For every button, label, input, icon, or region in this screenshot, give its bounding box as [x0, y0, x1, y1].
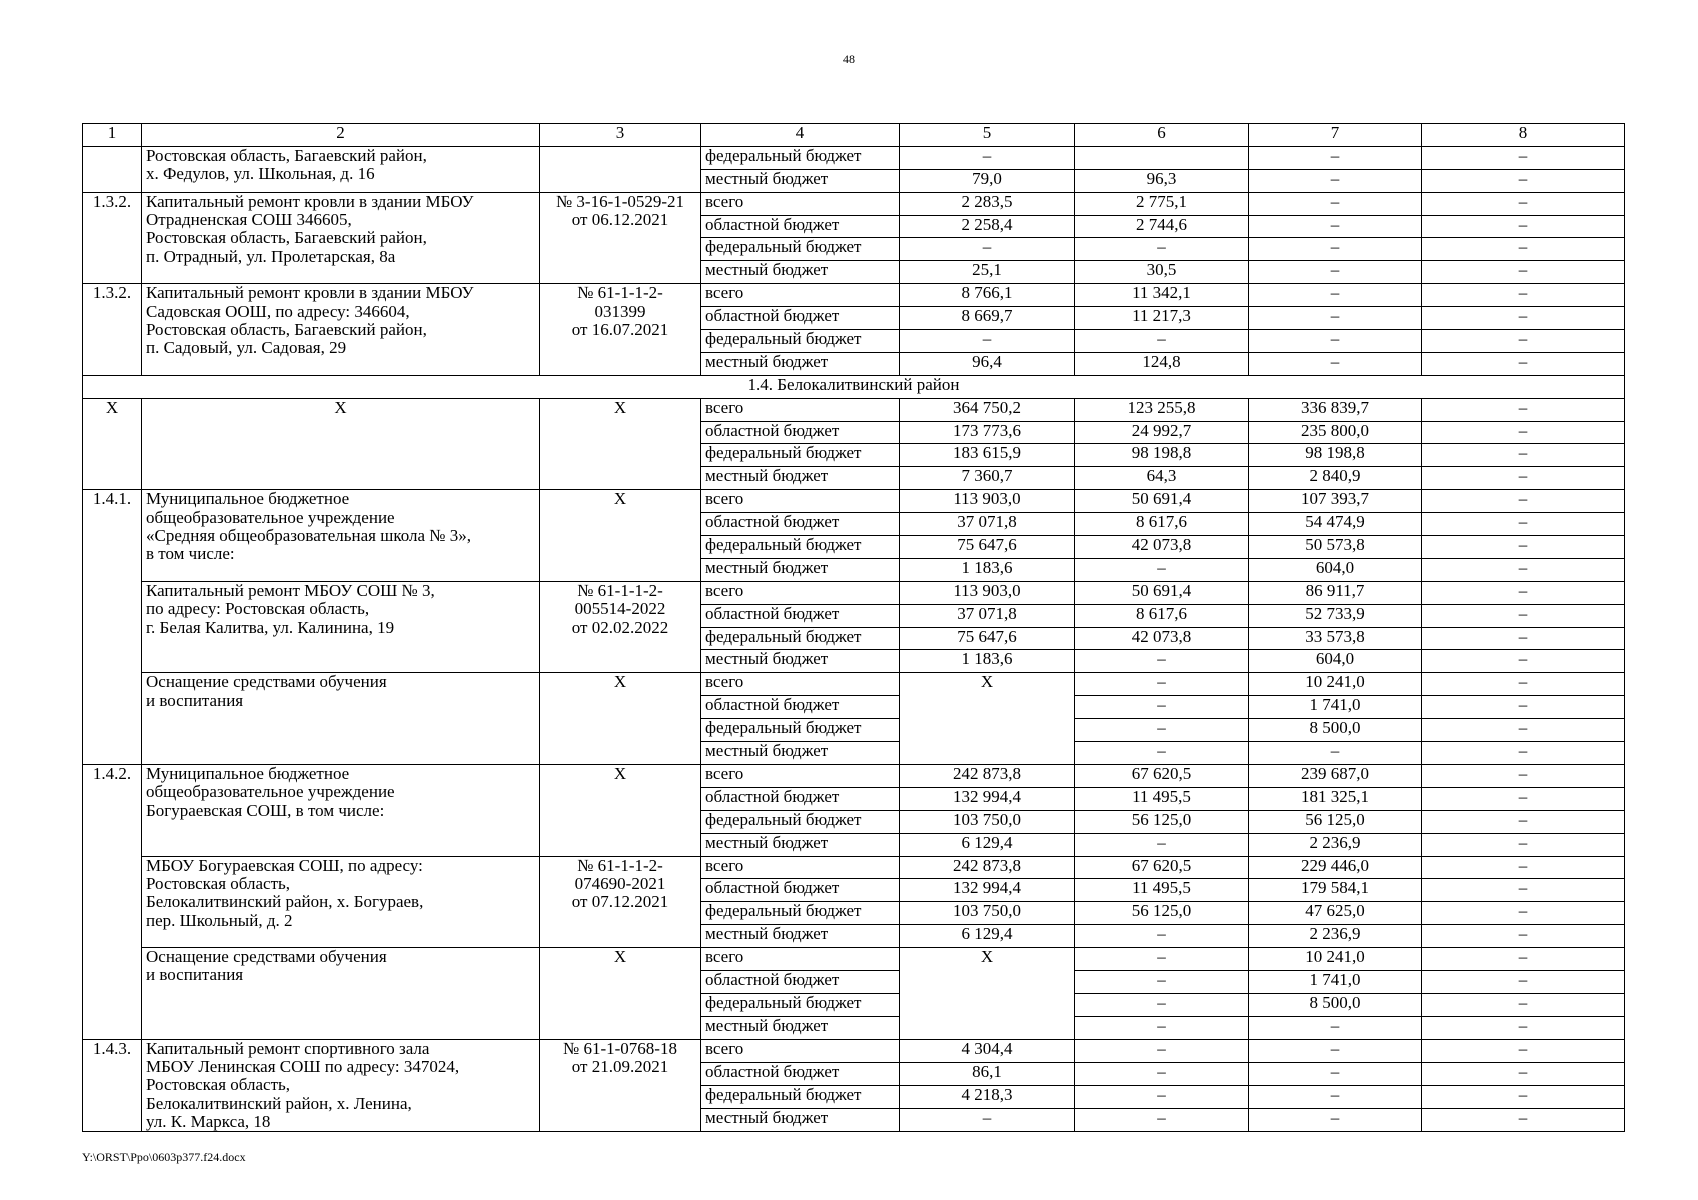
value-col-6: –: [1075, 650, 1249, 673]
value-col-8: –: [1422, 856, 1625, 879]
item-document: [540, 146, 701, 192]
budget-type: федеральный бюджет: [701, 238, 900, 261]
value-col-6: 64,3: [1075, 467, 1249, 490]
value-col-5: 242 873,8: [900, 764, 1075, 787]
value-col-7: 10 241,0: [1249, 673, 1422, 696]
value-col-6: 96,3: [1075, 169, 1249, 192]
value-col-8: –: [1422, 1016, 1625, 1039]
budget-type: местный бюджет: [701, 1016, 900, 1039]
value-col-7: –: [1249, 284, 1422, 307]
value-col-7: 336 839,7: [1249, 398, 1422, 421]
budget-table: [82, 123, 1625, 1132]
value-col-6: –: [1075, 330, 1249, 353]
item-name: Капитальный ремонт спортивного зала МБОУ Ленинская СОШ по адресу: 347024, Ростовская область, Белокалитвинский район, х. Ленина, ул. К. Маркса, 18: [142, 1039, 540, 1132]
item-number: 1.4.3.: [83, 1039, 142, 1132]
item-document: Х: [540, 398, 701, 490]
table-row: [83, 192, 1625, 215]
value-col-7: –: [1249, 215, 1422, 238]
value-col-6: –: [1075, 1062, 1249, 1085]
value-col-7: –: [1249, 307, 1422, 330]
table-row: [83, 673, 1625, 696]
value-col-8: –: [1422, 627, 1625, 650]
column-header-6: 6: [1075, 124, 1249, 147]
value-col-5: 1 183,6: [900, 558, 1075, 581]
budget-type: всего: [701, 581, 900, 604]
value-col-5: –: [900, 238, 1075, 261]
item-number: 1.3.2.: [83, 192, 142, 284]
value-col-7: –: [1249, 1086, 1422, 1109]
table-row: [83, 581, 1625, 604]
value-col-8: –: [1422, 513, 1625, 536]
column-header-2: 2: [142, 124, 540, 147]
value-col-7: 50 573,8: [1249, 536, 1422, 559]
table-row: [83, 764, 1625, 787]
value-col-8: –: [1422, 719, 1625, 742]
budget-type: местный бюджет: [701, 352, 900, 375]
item-document: № 61-1-1-2- 074690-2021 от 07.12.2021: [540, 856, 701, 948]
value-col-6: –: [1075, 673, 1249, 696]
item-number: 1.4.2.: [83, 764, 142, 1039]
value-col-7: 8 500,0: [1249, 719, 1422, 742]
value-col-8: –: [1422, 444, 1625, 467]
budget-type: местный бюджет: [701, 925, 900, 948]
value-col-6: 11 495,5: [1075, 879, 1249, 902]
value-col-6: –: [1075, 948, 1249, 971]
table-row: [83, 1039, 1625, 1062]
value-col-7: 98 198,8: [1249, 444, 1422, 467]
budget-type: федеральный бюджет: [701, 330, 900, 353]
value-col-8: –: [1422, 467, 1625, 490]
value-col-7: –: [1249, 192, 1422, 215]
value-col-6: –: [1075, 558, 1249, 581]
value-col-6: 8 617,6: [1075, 604, 1249, 627]
value-col-5: 37 071,8: [900, 513, 1075, 536]
value-col-6: 67 620,5: [1075, 764, 1249, 787]
value-col-5: –: [900, 330, 1075, 353]
value-col-7: 604,0: [1249, 650, 1422, 673]
value-col-6: 42 073,8: [1075, 627, 1249, 650]
budget-type: местный бюджет: [701, 742, 900, 765]
value-col-7: –: [1249, 1016, 1422, 1039]
value-col-6: –: [1075, 833, 1249, 856]
table-row: [83, 490, 1625, 513]
value-col-5: Х: [900, 673, 1075, 765]
budget-type: областной бюджет: [701, 970, 900, 993]
value-col-7: 86 911,7: [1249, 581, 1422, 604]
value-col-5: 364 750,2: [900, 398, 1075, 421]
value-col-7: –: [1249, 352, 1422, 375]
value-col-8: –: [1422, 581, 1625, 604]
value-col-8: –: [1422, 764, 1625, 787]
budget-type: федеральный бюджет: [701, 444, 900, 467]
value-col-8: –: [1422, 1109, 1625, 1132]
value-col-8: –: [1422, 421, 1625, 444]
budget-type: областной бюджет: [701, 307, 900, 330]
value-col-7: 229 446,0: [1249, 856, 1422, 879]
value-col-8: –: [1422, 215, 1625, 238]
budget-type: областной бюджет: [701, 787, 900, 810]
value-col-5: 113 903,0: [900, 490, 1075, 513]
value-col-8: –: [1422, 536, 1625, 559]
value-col-8: –: [1422, 696, 1625, 719]
table-row: [83, 398, 1625, 421]
value-col-5: 103 750,0: [900, 902, 1075, 925]
budget-type: всего: [701, 192, 900, 215]
value-col-7: 47 625,0: [1249, 902, 1422, 925]
value-col-6: 11 495,5: [1075, 787, 1249, 810]
value-col-8: –: [1422, 490, 1625, 513]
value-col-5: 79,0: [900, 169, 1075, 192]
value-col-8: –: [1422, 284, 1625, 307]
item-name: МБОУ Богураевская СОШ, по адресу: Ростовская область, Белокалитвинский район, х. Богураев, пер. Школьный, д. 2: [142, 856, 540, 948]
budget-type: федеральный бюджет: [701, 1086, 900, 1109]
table-row: [83, 284, 1625, 307]
value-col-7: –: [1249, 169, 1422, 192]
value-col-6: –: [1075, 742, 1249, 765]
value-col-8: –: [1422, 742, 1625, 765]
value-col-7: –: [1249, 261, 1422, 284]
value-col-7: –: [1249, 146, 1422, 169]
value-col-7: 2 840,9: [1249, 467, 1422, 490]
value-col-6: –: [1075, 1109, 1249, 1132]
value-col-5: 173 773,6: [900, 421, 1075, 444]
item-document: № 3-16-1-0529-21 от 06.12.2021: [540, 192, 701, 284]
column-header-4: 4: [701, 124, 900, 147]
item-document: № 61-1-0768-18 от 21.09.2021: [540, 1039, 701, 1132]
item-document: № 61-1-1-2- 005514-2022 от 02.02.2022: [540, 581, 701, 673]
value-col-8: –: [1422, 352, 1625, 375]
value-col-7: 56 125,0: [1249, 810, 1422, 833]
column-header-8: 8: [1422, 124, 1625, 147]
value-col-8: –: [1422, 169, 1625, 192]
value-col-6: –: [1075, 1016, 1249, 1039]
value-col-7: –: [1249, 330, 1422, 353]
budget-type: областной бюджет: [701, 1062, 900, 1085]
item-name: Муниципальное бюджетное общеобразовательное учреждение Богураевская СОШ, в том числе:: [142, 764, 540, 856]
item-document: № 61-1-1-2- 031399 от 16.07.2021: [540, 284, 701, 376]
column-header-5: 5: [900, 124, 1075, 147]
value-col-7: 2 236,9: [1249, 925, 1422, 948]
value-col-7: 10 241,0: [1249, 948, 1422, 971]
value-col-8: –: [1422, 146, 1625, 169]
value-col-7: –: [1249, 1062, 1422, 1085]
item-number: Х: [83, 398, 142, 490]
value-col-6: 123 255,8: [1075, 398, 1249, 421]
budget-type: местный бюджет: [701, 261, 900, 284]
value-col-8: –: [1422, 673, 1625, 696]
value-col-7: 8 500,0: [1249, 993, 1422, 1016]
value-col-7: 2 236,9: [1249, 833, 1422, 856]
item-name: Оснащение средствами обучения и воспитания: [142, 673, 540, 765]
value-col-6: 56 125,0: [1075, 810, 1249, 833]
item-name: Капитальный ремонт кровли в здании МБОУ Садовская ООШ, по адресу: 346604, Ростовская область, Багаевский район, п. Садовый, ул. Садовая, 29: [142, 284, 540, 376]
value-col-7: 179 584,1: [1249, 879, 1422, 902]
budget-type: всего: [701, 490, 900, 513]
budget-type: всего: [701, 398, 900, 421]
budget-type: федеральный бюджет: [701, 536, 900, 559]
value-col-5: 96,4: [900, 352, 1075, 375]
value-col-7: 54 474,9: [1249, 513, 1422, 536]
footer-file-path: Y:\ORST\Ppo\0603p377.f24.docx: [82, 1150, 246, 1164]
value-col-8: –: [1422, 810, 1625, 833]
value-col-6: 11 342,1: [1075, 284, 1249, 307]
item-name: Х: [142, 398, 540, 490]
budget-type: всего: [701, 1039, 900, 1062]
budget-type: местный бюджет: [701, 169, 900, 192]
value-col-5: 113 903,0: [900, 581, 1075, 604]
budget-type: всего: [701, 284, 900, 307]
value-col-6: 124,8: [1075, 352, 1249, 375]
value-col-6: –: [1075, 238, 1249, 261]
value-col-6: 50 691,4: [1075, 581, 1249, 604]
value-col-8: –: [1422, 1086, 1625, 1109]
budget-type: всего: [701, 948, 900, 971]
budget-type: областной бюджет: [701, 513, 900, 536]
item-number: 1.3.2.: [83, 284, 142, 376]
budget-type: местный бюджет: [701, 1109, 900, 1132]
column-header-7: 7: [1249, 124, 1422, 147]
item-document: Х: [540, 764, 701, 856]
item-name: Капитальный ремонт кровли в здании МБОУ Отрадненская СОШ 346605, Ростовская область, Багаевский район, п. Отрадный, ул. Пролетарская, 8а: [142, 192, 540, 284]
value-col-6: –: [1075, 970, 1249, 993]
value-col-5: 7 360,7: [900, 467, 1075, 490]
value-col-6: 2 744,6: [1075, 215, 1249, 238]
value-col-8: –: [1422, 948, 1625, 971]
value-col-8: –: [1422, 307, 1625, 330]
value-col-6: 50 691,4: [1075, 490, 1249, 513]
value-col-8: –: [1422, 1039, 1625, 1062]
value-col-6: 30,5: [1075, 261, 1249, 284]
value-col-8: –: [1422, 993, 1625, 1016]
item-number: 1.4.1.: [83, 490, 142, 765]
value-col-5: 8 669,7: [900, 307, 1075, 330]
item-document: Х: [540, 490, 701, 582]
value-col-8: –: [1422, 192, 1625, 215]
value-col-5: 86,1: [900, 1062, 1075, 1085]
column-header-3: 3: [540, 124, 701, 147]
value-col-5: 25,1: [900, 261, 1075, 284]
budget-type: федеральный бюджет: [701, 719, 900, 742]
value-col-6: 24 992,7: [1075, 421, 1249, 444]
value-col-6: 42 073,8: [1075, 536, 1249, 559]
value-col-5: 4 218,3: [900, 1086, 1075, 1109]
budget-type: областной бюджет: [701, 879, 900, 902]
value-col-5: 75 647,6: [900, 536, 1075, 559]
budget-type: всего: [701, 673, 900, 696]
value-col-5: 132 994,4: [900, 879, 1075, 902]
value-col-6: 67 620,5: [1075, 856, 1249, 879]
value-col-6: 11 217,3: [1075, 307, 1249, 330]
value-col-8: –: [1422, 261, 1625, 284]
header-row: [83, 124, 1625, 147]
budget-type: областной бюджет: [701, 696, 900, 719]
value-col-7: 1 741,0: [1249, 970, 1422, 993]
value-col-7: –: [1249, 742, 1422, 765]
value-col-7: –: [1249, 1109, 1422, 1132]
value-col-6: [1075, 146, 1249, 169]
item-document: Х: [540, 673, 701, 765]
value-col-7: 52 733,9: [1249, 604, 1422, 627]
table-row: [83, 948, 1625, 971]
value-col-5: 2 283,5: [900, 192, 1075, 215]
item-name: Капитальный ремонт МБОУ СОШ № 3, по адресу: Ростовская область, г. Белая Калитва, ул. Калинина, 19: [142, 581, 540, 673]
value-col-6: 8 617,6: [1075, 513, 1249, 536]
value-col-5: 37 071,8: [900, 604, 1075, 627]
value-col-8: –: [1422, 650, 1625, 673]
budget-type: местный бюджет: [701, 558, 900, 581]
value-col-7: 604,0: [1249, 558, 1422, 581]
value-col-8: –: [1422, 558, 1625, 581]
value-col-8: –: [1422, 925, 1625, 948]
item-name: Ростовская область, Багаевский район, х. Федулов, ул. Школьная, д. 16: [142, 146, 540, 192]
item-number: [83, 146, 142, 192]
value-col-6: –: [1075, 993, 1249, 1016]
section-row: [83, 375, 1625, 398]
value-col-8: –: [1422, 902, 1625, 925]
budget-type: федеральный бюджет: [701, 993, 900, 1016]
table-row: [83, 146, 1625, 169]
table-row: [83, 856, 1625, 879]
budget-type: областной бюджет: [701, 604, 900, 627]
value-col-6: –: [1075, 1039, 1249, 1062]
item-document: Х: [540, 948, 701, 1040]
value-col-5: 6 129,4: [900, 833, 1075, 856]
value-col-7: 33 573,8: [1249, 627, 1422, 650]
column-header-1: 1: [83, 124, 142, 147]
value-col-8: –: [1422, 330, 1625, 353]
value-col-6: –: [1075, 1086, 1249, 1109]
value-col-8: –: [1422, 787, 1625, 810]
item-name: Муниципальное бюджетное общеобразовательное учреждение «Средняя общеобразовательная школа № 3», в том числе:: [142, 490, 540, 582]
value-col-8: –: [1422, 604, 1625, 627]
value-col-7: –: [1249, 1039, 1422, 1062]
value-col-5: 2 258,4: [900, 215, 1075, 238]
value-col-6: 98 198,8: [1075, 444, 1249, 467]
budget-type: местный бюджет: [701, 833, 900, 856]
value-col-7: 239 687,0: [1249, 764, 1422, 787]
value-col-7: 1 741,0: [1249, 696, 1422, 719]
budget-type: областной бюджет: [701, 215, 900, 238]
budget-type: федеральный бюджет: [701, 902, 900, 925]
section-title: 1.4. Белокалитвинский район: [83, 375, 1625, 398]
value-col-5: 183 615,9: [900, 444, 1075, 467]
value-col-7: 181 325,1: [1249, 787, 1422, 810]
item-name: Оснащение средствами обучения и воспитания: [142, 948, 540, 1040]
value-col-8: –: [1422, 833, 1625, 856]
value-col-5: 103 750,0: [900, 810, 1075, 833]
budget-type: всего: [701, 764, 900, 787]
budget-type: федеральный бюджет: [701, 810, 900, 833]
page-number: 48: [843, 52, 855, 66]
value-col-5: 6 129,4: [900, 925, 1075, 948]
value-col-6: –: [1075, 696, 1249, 719]
value-col-7: 235 800,0: [1249, 421, 1422, 444]
value-col-5: 4 304,4: [900, 1039, 1075, 1062]
budget-type: всего: [701, 856, 900, 879]
value-col-7: –: [1249, 238, 1422, 261]
value-col-5: –: [900, 1109, 1075, 1132]
value-col-5: 8 766,1: [900, 284, 1075, 307]
budget-type: федеральный бюджет: [701, 146, 900, 169]
value-col-8: –: [1422, 238, 1625, 261]
value-col-8: –: [1422, 879, 1625, 902]
value-col-7: 107 393,7: [1249, 490, 1422, 513]
budget-type: областной бюджет: [701, 421, 900, 444]
value-col-8: –: [1422, 970, 1625, 993]
value-col-5: 1 183,6: [900, 650, 1075, 673]
value-col-8: –: [1422, 398, 1625, 421]
value-col-6: 2 775,1: [1075, 192, 1249, 215]
value-col-5: 75 647,6: [900, 627, 1075, 650]
budget-type: местный бюджет: [701, 650, 900, 673]
value-col-5: Х: [900, 948, 1075, 1040]
value-col-5: –: [900, 146, 1075, 169]
value-col-6: 56 125,0: [1075, 902, 1249, 925]
value-col-6: –: [1075, 719, 1249, 742]
value-col-5: 242 873,8: [900, 856, 1075, 879]
value-col-6: –: [1075, 925, 1249, 948]
budget-type: федеральный бюджет: [701, 627, 900, 650]
budget-type: местный бюджет: [701, 467, 900, 490]
value-col-8: –: [1422, 1062, 1625, 1085]
value-col-5: 132 994,4: [900, 787, 1075, 810]
